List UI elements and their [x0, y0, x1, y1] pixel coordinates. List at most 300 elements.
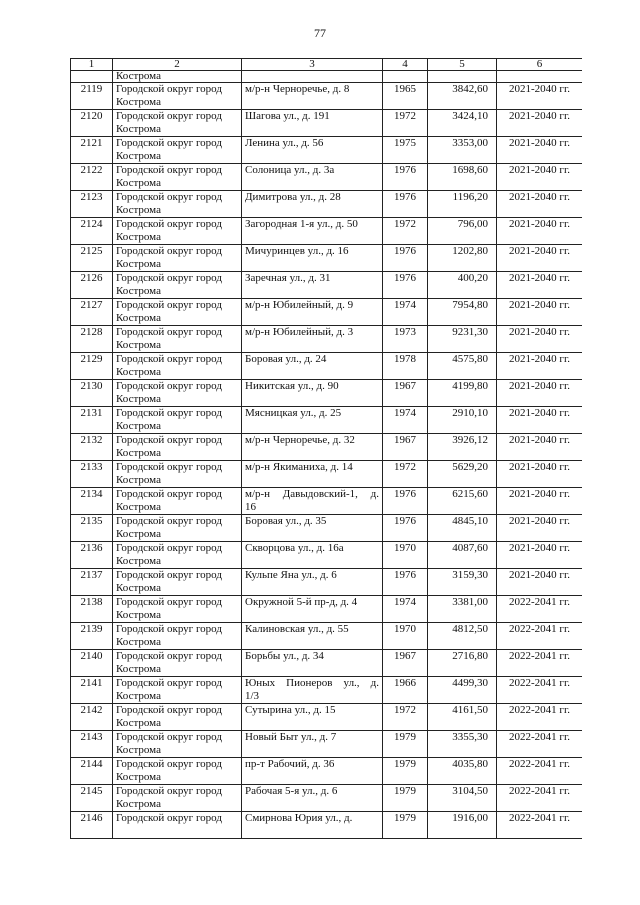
address-line-1: м/р-н Юбилейный, д. 3: [245, 326, 354, 338]
period-cell: [497, 191, 583, 218]
year-cell: [383, 677, 428, 704]
municipality-line-2: Кострома: [116, 798, 161, 810]
municipality-cell: [113, 434, 242, 461]
municipality-line-2: Кострома: [116, 717, 161, 729]
row-number-cell: [71, 596, 113, 623]
municipality-cell: [113, 704, 242, 731]
build-year: 1979: [394, 758, 416, 770]
address-cell: [242, 407, 383, 434]
address-line-1: м/р-н Давыдовский-1, д.: [245, 488, 379, 500]
municipality-line-1: Городской округ город: [116, 731, 222, 743]
municipality-cell: [113, 326, 242, 353]
municipality-line-1: Городской округ город: [116, 218, 222, 230]
municipality-cell: [113, 623, 242, 650]
area-cell: [428, 407, 497, 434]
period-cell: [497, 245, 583, 272]
municipality-line-1: Городской округ город: [116, 191, 222, 203]
total-area: 4161,50: [452, 704, 488, 716]
repair-period: 2021-2040 гг.: [509, 272, 570, 284]
address-line-2: 16: [245, 501, 256, 513]
row-number-cell: [71, 461, 113, 488]
municipality-line-1: Городской округ город: [116, 677, 222, 689]
build-year: 1972: [394, 218, 416, 230]
build-year: 1965: [394, 83, 416, 95]
row-number-cell: [71, 542, 113, 569]
address-cell: [242, 83, 383, 110]
year-cell: [383, 164, 428, 191]
period-cell: [497, 380, 583, 407]
row-number: 2132: [80, 434, 103, 446]
address-line-1: Борьбы ул., д. 34: [245, 650, 324, 662]
address-line-1: Мясницкая ул., д. 25: [245, 407, 342, 419]
area-cell: [428, 272, 497, 299]
municipality-line-2: Кострома: [116, 501, 161, 513]
municipality-line-1: Городской округ город: [116, 569, 222, 581]
address-line-1: Ленина ул., д. 56: [245, 137, 324, 149]
year-cell: [383, 461, 428, 488]
table-row: [71, 623, 583, 650]
repair-period: 2021-2040 гг.: [509, 326, 570, 338]
build-year: 1976: [394, 272, 416, 284]
municipality-cell: [113, 191, 242, 218]
municipality-cell: [113, 272, 242, 299]
municipality-line-2: Кострома: [116, 636, 161, 648]
build-year: 1979: [394, 731, 416, 743]
row-number-cell: [71, 218, 113, 245]
repair-period: 2021-2040 гг.: [509, 488, 570, 500]
row-number: 2131: [80, 407, 103, 419]
year-cell: [383, 542, 428, 569]
area-cell: [428, 515, 497, 542]
period-cell: [497, 758, 583, 785]
area-cell: [428, 623, 497, 650]
area-cell: [428, 110, 497, 137]
row-number: 2122: [80, 164, 103, 176]
total-area: 3842,60: [452, 83, 488, 95]
address-line-1: Мичуринцев ул., д. 16: [245, 245, 349, 257]
period-cell: [497, 353, 583, 380]
row-number-cell: [71, 704, 113, 731]
period-cell: [497, 650, 583, 677]
period-cell: [497, 542, 583, 569]
repair-period: 2022-2041 гг.: [509, 677, 570, 689]
municipality-line-2: Кострома: [116, 609, 161, 621]
area-cell: [428, 812, 497, 839]
table-row: [71, 650, 583, 677]
year-cell: [383, 299, 428, 326]
address-cell: [242, 191, 383, 218]
year-cell: [383, 272, 428, 299]
continued-address: [242, 71, 383, 83]
municipality-line-1: Городской округ город: [116, 704, 222, 716]
continued-municipality: Кострома: [113, 71, 242, 83]
address-cell: [242, 623, 383, 650]
address-cell: [242, 488, 383, 515]
build-year: 1967: [394, 434, 416, 446]
total-area: 6215,60: [452, 488, 488, 500]
total-area: 3424,10: [452, 110, 488, 122]
municipality-cell: [113, 731, 242, 758]
table-row: [71, 407, 583, 434]
area-cell: [428, 461, 497, 488]
area-cell: [428, 596, 497, 623]
address-cell: [242, 677, 383, 704]
repair-period: 2021-2040 гг.: [509, 461, 570, 473]
address-line-1: Рабочая 5-я ул., д. 6: [245, 785, 338, 797]
address-cell: [242, 164, 383, 191]
repair-period: 2021-2040 гг.: [509, 353, 570, 365]
row-number-cell: [71, 488, 113, 515]
address-cell: [242, 137, 383, 164]
municipality-cell: [113, 677, 242, 704]
table-row: [71, 704, 583, 731]
address-cell: [242, 542, 383, 569]
repair-period: 2021-2040 гг.: [509, 299, 570, 311]
address-cell: [242, 218, 383, 245]
period-cell: [497, 488, 583, 515]
total-area: 4199,80: [452, 380, 488, 392]
row-number: 2133: [80, 461, 103, 473]
municipality-line-1: Городской округ город: [116, 272, 222, 284]
area-cell: [428, 542, 497, 569]
repair-period: 2021-2040 гг.: [509, 245, 570, 257]
municipality-line-2: Кострома: [116, 123, 161, 135]
period-cell: [497, 326, 583, 353]
address-line-1: Димитрова ул., д. 28: [245, 191, 341, 203]
build-year: 1967: [394, 650, 416, 662]
municipality-line-1: Городской округ город: [116, 650, 222, 662]
total-area: 4087,60: [452, 542, 488, 554]
row-number-cell: [71, 758, 113, 785]
repair-period: 2022-2041 гг.: [509, 731, 570, 743]
repair-period: 2021-2040 гг.: [509, 569, 570, 581]
total-area: 5629,20: [452, 461, 488, 473]
municipality-line-2: Кострома: [116, 771, 161, 783]
address-cell: [242, 812, 383, 839]
total-area: 3353,00: [452, 137, 488, 149]
area-cell: [428, 704, 497, 731]
table-row: [71, 245, 583, 272]
build-year: 1970: [394, 542, 416, 554]
repair-period: 2021-2040 гг.: [509, 164, 570, 176]
period-cell: [497, 218, 583, 245]
municipality-line-2: Кострома: [116, 447, 161, 459]
municipality-line-1: Городской округ город: [116, 110, 222, 122]
address-cell: [242, 785, 383, 812]
row-number: 2144: [80, 758, 103, 770]
table-container: [70, 58, 582, 878]
build-year: 1976: [394, 191, 416, 203]
table-row: [71, 542, 583, 569]
table-row: [71, 110, 583, 137]
table-row: [71, 137, 583, 164]
address-line-1: Солоница ул., д. 3а: [245, 164, 335, 176]
area-cell: [428, 434, 497, 461]
repair-period: 2022-2041 гг.: [509, 812, 570, 824]
table-row: [71, 677, 583, 704]
row-number-cell: [71, 110, 113, 137]
header-cell-4: 4: [383, 59, 428, 71]
table-row: [71, 353, 583, 380]
total-area: 1196,20: [452, 191, 488, 203]
build-year: 1979: [394, 812, 416, 824]
municipality-cell: [113, 407, 242, 434]
table-row: [71, 569, 583, 596]
build-year: 1970: [394, 623, 416, 635]
total-area: 400,20: [457, 272, 488, 284]
build-year: 1976: [394, 164, 416, 176]
table-row: [71, 380, 583, 407]
row-number: 2139: [80, 623, 103, 635]
year-cell: [383, 785, 428, 812]
area-cell: [428, 650, 497, 677]
build-year: 1976: [394, 515, 416, 527]
municipality-line-2: Кострома: [116, 420, 161, 432]
area-cell: [428, 569, 497, 596]
year-cell: [383, 380, 428, 407]
total-area: 3381,00: [452, 596, 488, 608]
period-cell: [497, 461, 583, 488]
housing-table: [70, 58, 582, 839]
municipality-line-2: Кострома: [116, 663, 161, 675]
repair-period: 2021-2040 гг.: [509, 191, 570, 203]
area-cell: [428, 326, 497, 353]
year-cell: [383, 326, 428, 353]
municipality-line-1: Городской округ город: [116, 353, 222, 365]
address-line-2: 1/3: [245, 690, 260, 702]
row-number: 2145: [80, 785, 103, 797]
row-number: 2136: [80, 542, 103, 554]
table-row: [71, 758, 583, 785]
municipality-line-2: Кострома: [116, 744, 161, 756]
row-number-cell: [71, 434, 113, 461]
total-area: 796,00: [457, 218, 488, 230]
total-area: 1202,80: [452, 245, 488, 257]
row-number-cell: [71, 812, 113, 839]
area-cell: [428, 245, 497, 272]
year-cell: [383, 137, 428, 164]
period-cell: [497, 569, 583, 596]
build-year: 1978: [394, 353, 416, 365]
area-cell: [428, 218, 497, 245]
area-cell: [428, 731, 497, 758]
repair-period: 2021-2040 гг.: [509, 137, 570, 149]
area-cell: [428, 380, 497, 407]
row-number-cell: [71, 137, 113, 164]
municipality-line-1: Городской округ город: [116, 245, 222, 257]
period-cell: [497, 677, 583, 704]
row-number-cell: [71, 407, 113, 434]
total-area: 1916,00: [452, 812, 488, 824]
period-cell: [497, 515, 583, 542]
table-row: [71, 785, 583, 812]
municipality-line-2: Кострома: [116, 366, 161, 378]
address-cell: [242, 461, 383, 488]
total-area: 3159,30: [452, 569, 488, 581]
address-cell: [242, 110, 383, 137]
continued-num: [71, 71, 113, 83]
row-number: 2138: [80, 596, 103, 608]
repair-period: 2021-2040 гг.: [509, 110, 570, 122]
build-year: 1974: [394, 596, 416, 608]
year-cell: [383, 407, 428, 434]
period-cell: [497, 299, 583, 326]
address-line-1: Новый Быт ул., д. 7: [245, 731, 337, 743]
municipality-line-2: Кострома: [116, 96, 161, 108]
total-area: 1698,60: [452, 164, 488, 176]
period-cell: [497, 704, 583, 731]
address-cell: [242, 731, 383, 758]
build-year: 1976: [394, 245, 416, 257]
municipality-line-2: Кострома: [116, 474, 161, 486]
build-year: 1966: [394, 677, 416, 689]
municipality-cell: [113, 542, 242, 569]
row-number: 2126: [80, 272, 103, 284]
row-number-cell: [71, 164, 113, 191]
repair-period: 2021-2040 гг.: [509, 542, 570, 554]
municipality-cell: [113, 353, 242, 380]
municipality-line-2: Кострома: [116, 204, 161, 216]
year-cell: [383, 191, 428, 218]
header-cell-3: 3: [242, 59, 383, 71]
municipality-cell: [113, 569, 242, 596]
period-cell: [497, 83, 583, 110]
municipality-line-1: Городской округ город: [116, 299, 222, 311]
area-cell: [428, 677, 497, 704]
municipality-line-2: Кострома: [116, 312, 161, 324]
continued-area: [428, 71, 497, 83]
municipality-line-2: Кострома: [116, 339, 161, 351]
row-number: 2130: [80, 380, 103, 392]
repair-period: 2022-2041 гг.: [509, 623, 570, 635]
total-area: 4499,30: [452, 677, 488, 689]
continued-period: [497, 71, 583, 83]
area-cell: [428, 488, 497, 515]
municipality-line-1: Городской округ город: [116, 758, 222, 770]
municipality-line-1: Городской округ город: [116, 596, 222, 608]
row-number: 2135: [80, 515, 103, 527]
address-line-1: Калиновская ул., д. 55: [245, 623, 349, 635]
address-line-1: м/р-н Якиманиха, д. 14: [245, 461, 353, 473]
row-number: 2146: [80, 812, 103, 824]
municipality-line-2: Кострома: [116, 231, 161, 243]
address-cell: [242, 380, 383, 407]
municipality-cell: [113, 461, 242, 488]
row-number-cell: [71, 569, 113, 596]
period-cell: [497, 272, 583, 299]
address-cell: [242, 569, 383, 596]
year-cell: [383, 650, 428, 677]
row-number-cell: [71, 785, 113, 812]
header-cell-5: 5: [428, 59, 497, 71]
row-number-cell: [71, 677, 113, 704]
area-cell: [428, 299, 497, 326]
address-cell: [242, 758, 383, 785]
row-number: 2127: [80, 299, 103, 311]
total-area: 3926,12: [452, 434, 488, 446]
total-area: 9231,30: [452, 326, 488, 338]
table-row: [71, 434, 583, 461]
row-number: 2128: [80, 326, 103, 338]
repair-period: 2022-2041 гг.: [509, 704, 570, 716]
period-cell: [497, 596, 583, 623]
row-number: 2137: [80, 569, 103, 581]
build-year: 1972: [394, 461, 416, 473]
address-line-1: пр-т Рабочий, д. 36: [245, 758, 335, 770]
total-area: 4845,10: [452, 515, 488, 527]
municipality-line-1: Городской округ город: [116, 434, 222, 446]
continued-row: [71, 71, 583, 83]
period-cell: [497, 110, 583, 137]
year-cell: [383, 245, 428, 272]
municipality-line-1: Городской округ город: [116, 488, 222, 500]
address-cell: [242, 596, 383, 623]
table-row: [71, 326, 583, 353]
municipality-cell: [113, 218, 242, 245]
row-number: 2141: [80, 677, 103, 689]
table-row: [71, 299, 583, 326]
municipality-line-1: Городской округ город: [116, 407, 222, 419]
row-number-cell: [71, 515, 113, 542]
build-year: 1974: [394, 407, 416, 419]
year-cell: [383, 110, 428, 137]
build-year: 1967: [394, 380, 416, 392]
municipality-cell: [113, 596, 242, 623]
area-cell: [428, 191, 497, 218]
area-cell: [428, 83, 497, 110]
municipality-line-1: Городской округ город: [116, 515, 222, 527]
area-cell: [428, 137, 497, 164]
period-cell: [497, 137, 583, 164]
address-line-1: Смирнова Юрия ул., д.: [245, 812, 353, 824]
period-cell: [497, 407, 583, 434]
period-cell: [497, 164, 583, 191]
repair-period: 2021-2040 гг.: [509, 434, 570, 446]
row-number-cell: [71, 191, 113, 218]
repair-period: 2022-2041 гг.: [509, 596, 570, 608]
municipality-cell: [113, 488, 242, 515]
repair-period: 2022-2041 гг.: [509, 758, 570, 770]
table-row: [71, 164, 583, 191]
row-number: 2119: [80, 83, 103, 95]
address-cell: [242, 272, 383, 299]
municipality-line-2: Кострома: [116, 177, 161, 189]
municipality-line-2: Кострома: [116, 690, 161, 702]
municipality-cell: [113, 812, 242, 839]
municipality-line-1: Городской округ город: [116, 164, 222, 176]
municipality-line-1: Городской округ город: [116, 623, 222, 635]
period-cell: [497, 812, 583, 839]
municipality-line-1: Городской округ город: [116, 83, 222, 95]
address-line-1: Заречная ул., д. 31: [245, 272, 331, 284]
year-cell: [383, 623, 428, 650]
municipality-cell: [113, 785, 242, 812]
address-line-1: Скворцова ул., д. 16а: [245, 542, 344, 554]
row-number: 2129: [80, 353, 103, 365]
table-row: [71, 461, 583, 488]
period-cell: [497, 434, 583, 461]
municipality-cell: [113, 380, 242, 407]
address-line-1: Никитская ул., д. 90: [245, 380, 339, 392]
total-area: 7954,80: [452, 299, 488, 311]
row-number-cell: [71, 731, 113, 758]
row-number: 2125: [80, 245, 103, 257]
area-cell: [428, 353, 497, 380]
year-cell: [383, 731, 428, 758]
address-line-1: Кульпе Яна ул., д. 6: [245, 569, 337, 581]
address-line-1: Шагова ул., д. 191: [245, 110, 330, 122]
total-area: 4575,80: [452, 353, 488, 365]
